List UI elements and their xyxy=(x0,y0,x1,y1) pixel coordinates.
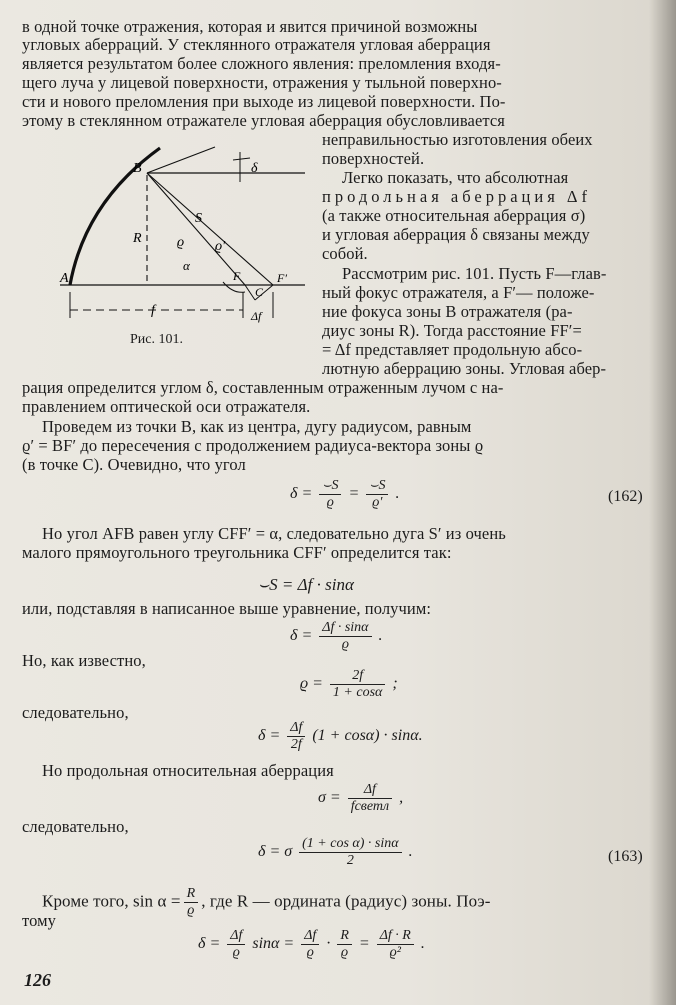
equation-arc: ⌣S = Δf · sinα xyxy=(258,575,354,594)
text-line: ние фокуса зоны B отражателя (ра- xyxy=(322,302,573,321)
text-line: (а также относительная аберрация σ) xyxy=(322,206,586,225)
text-line: или, подставляя в написанное выше уравнение, получим: xyxy=(22,599,432,618)
text-line: щего луча у лицевой поверхности, отражения у тыльной поверхно- xyxy=(22,73,502,92)
text-line: этому в стеклянном отражателе угловая аберрация обусловливается xyxy=(22,111,505,130)
text-line: тому xyxy=(22,911,57,930)
equation-163: δ = σ $\frac{\text{(1 + cos α) · sinα}}{2}$ . xyxy=(258,836,413,868)
text-line: Легко показать, что абсолютная xyxy=(342,168,569,187)
equation-number: (163) xyxy=(608,848,643,865)
label-rho: ϱ xyxy=(177,235,185,250)
text-line: ный фокус отражателя, а F′— положе- xyxy=(322,283,595,302)
text-line: в одной точке отражения, которая и явится причиной возможны xyxy=(22,17,478,36)
label-delta: δ xyxy=(251,161,258,176)
text-line: Но, как известно, xyxy=(22,651,146,670)
figure-101 xyxy=(55,142,310,327)
equation-b: ϱ = $\frac{2f}{1 + \cos\alpha}$ ; xyxy=(300,668,398,700)
text-line: сти и нового преломления при выходе из лицевой поверхности. По- xyxy=(22,92,506,111)
label-a: A xyxy=(60,271,69,286)
label-r: R xyxy=(133,231,142,246)
text-line: неправильностью изготовления обеих xyxy=(322,130,593,149)
text-line: лютную аберрацию зоны. Угловая абер- xyxy=(322,359,607,378)
label-alpha: α xyxy=(183,258,190,273)
label-rho-prime: ϱ′ xyxy=(215,239,226,254)
page-number: 126 xyxy=(24,970,51,990)
text-line: правлением оптической оси отражателя. xyxy=(22,397,311,416)
equation-a: δ = $\frac{\Delta f \cdot \sin\alpha}{ϱ}$ . xyxy=(290,620,383,652)
text-line: собой. xyxy=(322,244,368,263)
text-line: диус зоны R). Тогда расстояние FF′= xyxy=(322,321,582,340)
text-line: следовательно, xyxy=(22,703,129,722)
text-line: (в точке C). Очевидно, что угол xyxy=(22,455,246,474)
text-line: рация определится углом δ, составленным отраженным лучом с на- xyxy=(22,378,504,397)
equation-d: σ = $\frac{\Delta f}{\text{fсветл}}$ , xyxy=(318,782,404,814)
text-line: Но угол AFB равен углу CFF′ = α, следовательно дуга S′ из очень xyxy=(42,524,506,543)
text-line: Но продольная относительная аберрация xyxy=(42,761,334,780)
rho-line xyxy=(147,173,245,285)
equation-162: δ = $\frac{⌣S}{ϱ}$ = $\frac{⌣S}{ϱ'}$ . xyxy=(290,478,400,510)
label-f-prime: F′ xyxy=(277,271,287,285)
text-line: продольная аберрация Δf xyxy=(322,187,592,206)
text-line: является результатом более сложного явления: преломления входя- xyxy=(22,54,501,73)
rho-prime-line xyxy=(147,173,273,285)
label-c: C xyxy=(255,285,264,299)
text-line: следовательно, xyxy=(22,817,129,836)
label-b: B xyxy=(133,161,142,176)
equation-last: δ = $\frac{\Delta f}{ϱ}$ sinα = $\frac{\Delta f}{ϱ}$ · $\frac{R}{ϱ}$ = $\frac{\Delta f \cdot R}{\text{ϱ²}}$ . xyxy=(198,928,425,960)
text-line: Рассмотрим рис. 101. Пусть F—глав- xyxy=(342,264,607,283)
text-line: угловых аберраций. У стеклянного отражателя угловая аберрация xyxy=(22,35,491,54)
text-line: поверхностей. xyxy=(322,149,425,168)
equation-c: δ = $\frac{\Delta f}{2f}$ (1 + cosα) · sinα. xyxy=(258,720,423,752)
text-line: Кроме того, sin α = $\frac{R}{ϱ}$ , где R — ордината (радиус) зоны. Поэ- xyxy=(42,886,491,918)
figure-caption: Рис. 101. xyxy=(130,332,183,347)
label-f-focus: F xyxy=(233,269,241,283)
label-df: Δf xyxy=(251,309,262,323)
text-line: и угловая аберрация δ связаны между xyxy=(322,225,590,244)
label-f-dim: f xyxy=(151,303,155,318)
label-s: S xyxy=(195,211,202,226)
text-line: = Δf представляет продольную абсо- xyxy=(322,340,583,359)
text-line: ϱ′ = BF′ до пересечения с продолжением радиуса-вектора зоны ϱ xyxy=(22,436,484,455)
equation-number: (162) xyxy=(608,488,643,505)
text-line: малого прямоугольного треугольника CFF′ определится так: xyxy=(22,543,452,562)
text-line: Проведем из точки B, как из центра, дугу радиусом, равным xyxy=(42,417,472,436)
